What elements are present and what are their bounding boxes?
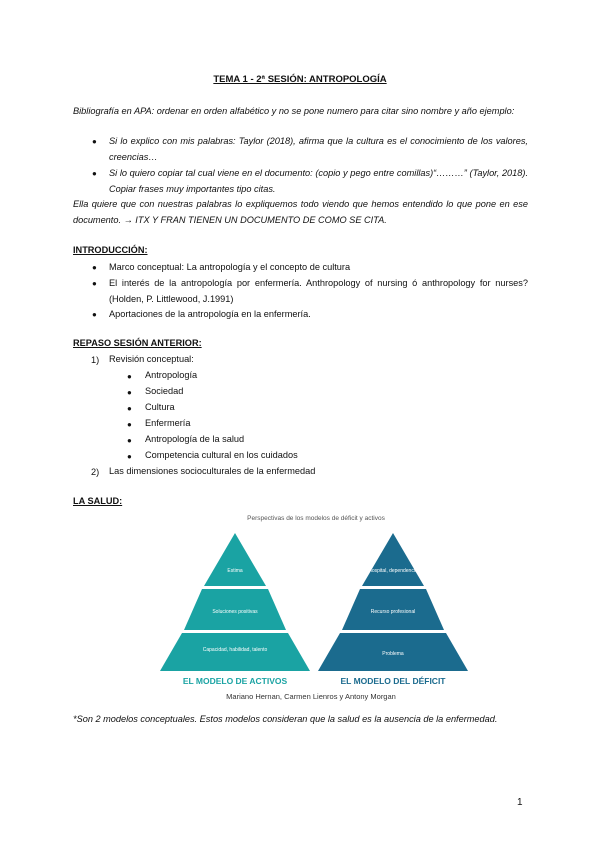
figure-credit: Mariano Hernan, Carmen Lienros y Antony Morgan <box>226 692 396 701</box>
salud-note: *Son 2 modelos conceptuales. Estos modelos consideran que la salud es la ausencia de la enfermedad. <box>73 714 498 724</box>
pyramid-level-label: Hospital, dependencia <box>368 568 418 574</box>
pyramid-level-label: Recurso profesional <box>370 609 416 615</box>
pyramid-level-label: Capacidad, habilidad, talento <box>202 647 268 653</box>
deficit-pyramid <box>318 533 468 671</box>
repaso-item: Las dimensiones socioculturales de la enfermedad <box>109 466 316 476</box>
bullet-icon: ● <box>92 263 97 272</box>
intro-item: El interés de la antropología por enfermería. Anthropology of nursing ó anthropology for nurses? (Holden, P. Littlewood, J.1991) <box>109 278 528 304</box>
bullet-icon: ● <box>127 372 132 381</box>
activos-model-label: EL MODELO DE ACTIVOS <box>182 676 288 686</box>
repaso-subitem: Enfermería <box>145 418 191 428</box>
pyramid-level <box>362 533 424 586</box>
list-number: 2) <box>91 467 100 477</box>
models-figure <box>150 509 475 709</box>
bullet-icon: ● <box>127 404 132 413</box>
page-title: TEMA 1 - 2ª SESIÓN: ANTROPOLOGÍA <box>213 74 387 85</box>
bullet-icon: ● <box>92 169 97 178</box>
section-heading-repaso: REPASO SESIÓN ANTERIOR: <box>73 338 202 348</box>
bullet-icon: ● <box>92 137 97 146</box>
repaso-subitem: Competencia cultural en los cuidados <box>145 450 298 460</box>
bullet-icon: ● <box>92 279 97 288</box>
pyramids-diagram <box>150 509 475 709</box>
bullet-icon: ● <box>92 310 97 319</box>
intro-item: Marco conceptual: La antropología y el concepto de cultura <box>109 262 351 272</box>
bullet-icon: ● <box>127 420 132 429</box>
repaso-subitem: Antropología <box>145 370 198 380</box>
pyramid-level-label: Problema <box>382 651 404 657</box>
pyramid-level-label: Estima <box>227 568 243 574</box>
repaso-subitem: Antropología de la salud <box>145 434 245 444</box>
repaso-item: Revisión conceptual: <box>109 354 194 364</box>
section-heading-salud: LA SALUD: <box>73 496 123 506</box>
bullet-icon: ● <box>127 452 132 461</box>
figure-title: Perspectivas de los modelos de déficit y activos <box>247 515 385 522</box>
bibliography-note: Ella quiere que con nuestras palabras lo expliquemos todo viendo que hemos entendido lo que pone en ese documento. → ITX Y FRAN TIENEN UN DOCUMENTO DE COMO SE CITA. <box>73 199 528 225</box>
bibliography-intro: Bibliografía en APA: ordenar en orden alfabético y no se pone numero para citar sino nombre y año ejemplo: <box>73 106 515 116</box>
activos-pyramid <box>160 533 310 671</box>
repaso-subitem: Sociedad <box>145 386 184 396</box>
bullet-icon: ● <box>127 436 132 445</box>
bibliography-bullet: Si lo explico con mis palabras: Taylor (2018), afirma que la cultura es el conocimiento de los valores, creencias… <box>109 136 528 162</box>
pyramid-level-label: Soluciones positivas <box>212 609 258 615</box>
bibliography-bullet: Si lo quiero copiar tal cual viene en el documento: (copio y pego entre comillas)“………” (Taylor, 2018). Copiar frases muy importantes tipo citas. <box>109 168 528 194</box>
repaso-subitem: Cultura <box>145 402 175 412</box>
bullet-icon: ● <box>127 388 132 397</box>
section-heading-introduccion: INTRODUCCIÓN: <box>73 245 148 255</box>
deficit-model-label: EL MODELO DEL DÉFICIT <box>340 676 446 686</box>
page-number: 1 <box>517 797 523 808</box>
intro-item: Aportaciones de la antropología en la enfermería. <box>109 309 311 319</box>
pyramid-level <box>204 533 266 586</box>
list-number: 1) <box>91 355 100 365</box>
